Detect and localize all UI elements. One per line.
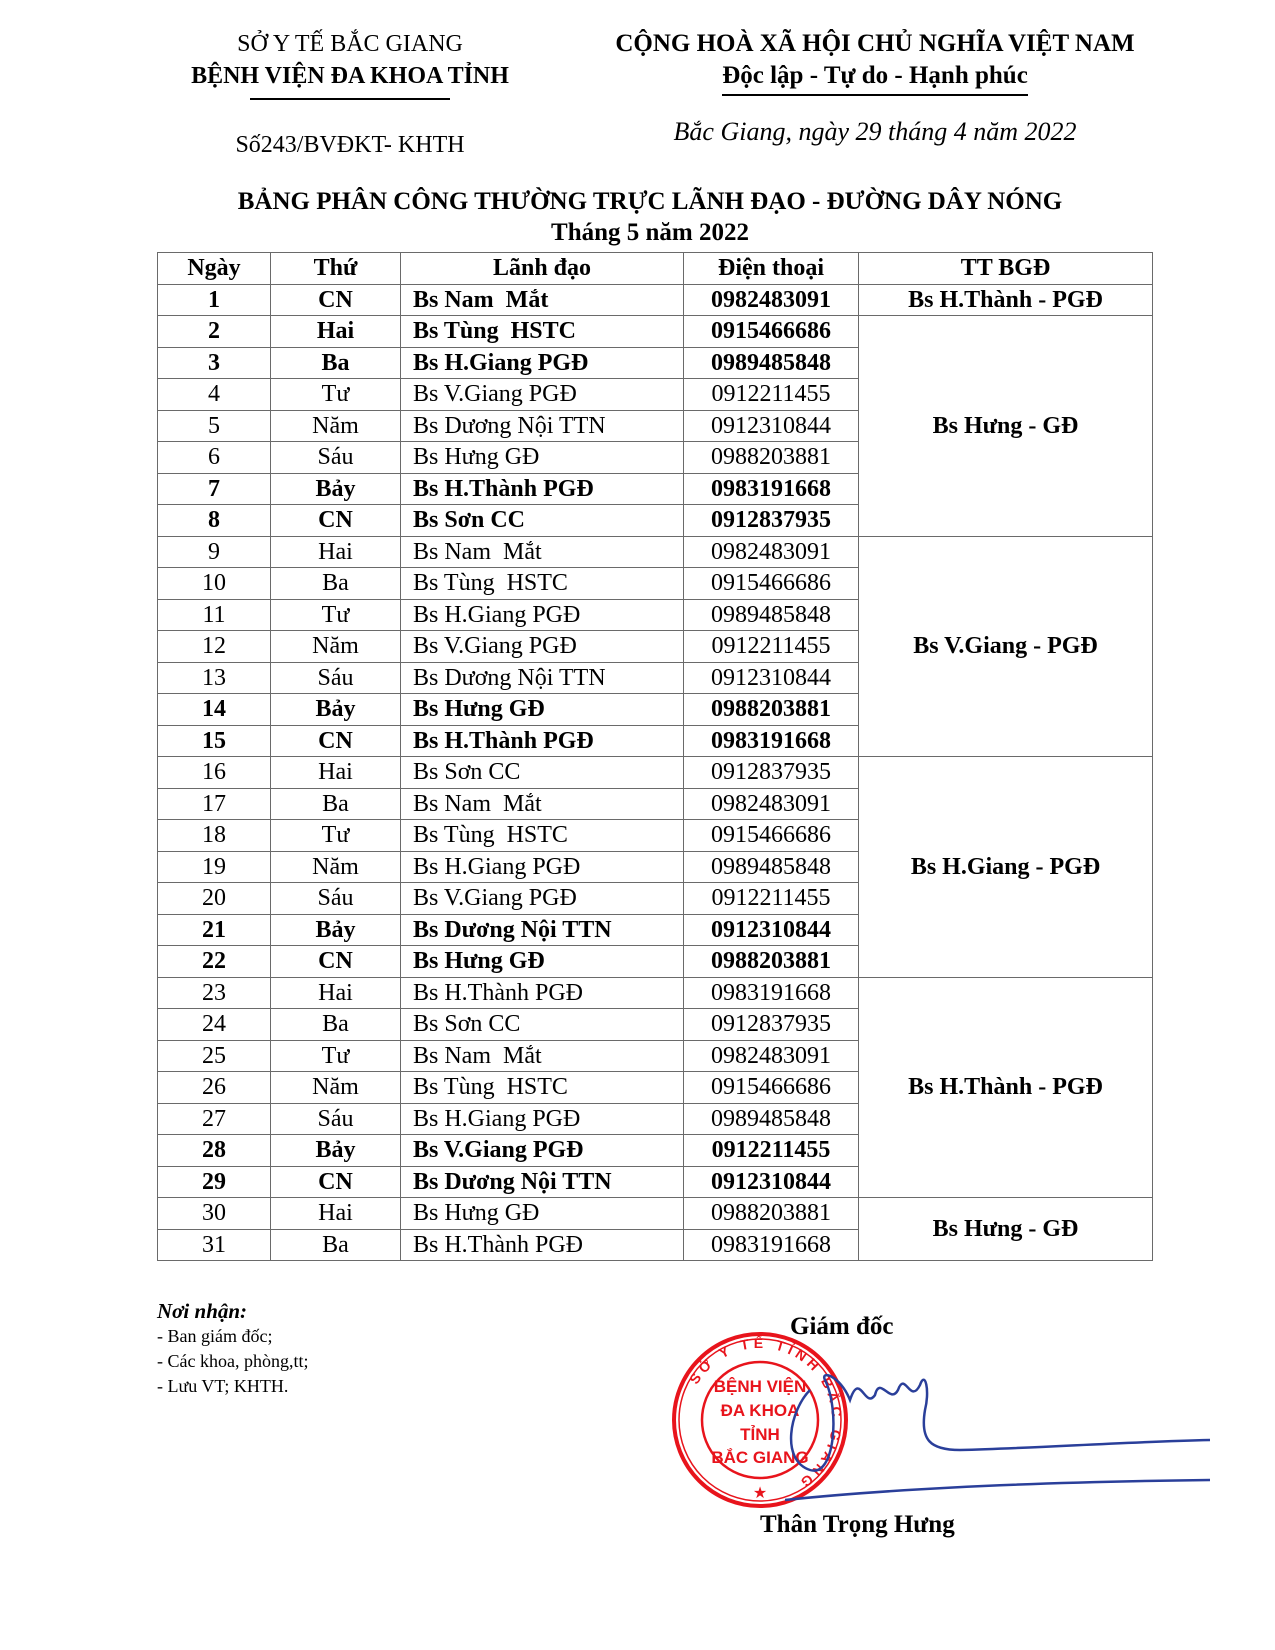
national-header — [585, 28, 1165, 148]
day-cell: 25 — [158, 1040, 271, 1072]
day-cell: 1 — [158, 284, 271, 316]
handwritten-signature — [780, 1350, 1220, 1510]
phone-cell: 0982483091 — [684, 536, 859, 568]
issuer-underline — [250, 98, 450, 100]
leader-cell: Bs V.Giang PGĐ — [401, 379, 684, 411]
bgd-assignment-cell: Bs Hưng - GĐ — [859, 1198, 1153, 1261]
document-number: Số243/BVĐKT- KHTH — [235, 132, 465, 158]
stamp-inner-text: BỆNH VIỆN — [713, 1377, 807, 1396]
weekday-cell: Hai — [271, 316, 401, 348]
recipient-item: - Lưu VT; KHTH. — [157, 1376, 289, 1396]
leader-cell: Bs Sơn CC — [401, 1009, 684, 1041]
weekday-cell: Sáu — [271, 883, 401, 915]
table-row — [158, 1198, 1153, 1230]
leader-cell: Bs Tùng HSTC — [401, 316, 684, 348]
stamp-inner-text: ĐA KHOA — [720, 1401, 800, 1420]
phone-cell: 0915466686 — [684, 316, 859, 348]
weekday-cell: CN — [271, 505, 401, 537]
title-month: Tháng 5 năm 2022 — [551, 219, 749, 246]
leader-cell: Bs H.Giang PGĐ — [401, 851, 684, 883]
weekday-cell: Năm — [271, 410, 401, 442]
leader-cell: Bs Tùng HSTC — [401, 568, 684, 600]
phone-cell: 0983191668 — [684, 473, 859, 505]
day-cell: 27 — [158, 1103, 271, 1135]
leader-cell: Bs V.Giang PGĐ — [401, 1135, 684, 1167]
day-cell: 24 — [158, 1009, 271, 1041]
weekday-cell: Bảy — [271, 694, 401, 726]
phone-cell: 0982483091 — [684, 1040, 859, 1072]
day-cell: 26 — [158, 1072, 271, 1104]
day-cell: 31 — [158, 1229, 271, 1261]
day-cell: 11 — [158, 599, 271, 631]
column-header-leader: Lãnh đạo — [401, 253, 684, 285]
leader-cell: Bs H.Thành PGĐ — [401, 473, 684, 505]
leader-cell: Bs Tùng HSTC — [401, 1072, 684, 1104]
phone-cell: 0912211455 — [684, 379, 859, 411]
phone-cell: 0912310844 — [684, 914, 859, 946]
day-cell: 4 — [158, 379, 271, 411]
phone-cell: 0912837935 — [684, 505, 859, 537]
national-motto: Độc lập - Tự do - Hạnh phúc — [722, 60, 1028, 96]
leader-cell: Bs Dương Nội TTN — [401, 1166, 684, 1198]
recipient-item: - Ban giám đốc; — [157, 1326, 273, 1346]
weekday-cell: Bảy — [271, 1135, 401, 1167]
table-row — [158, 757, 1153, 789]
leader-cell: Bs Hưng GĐ — [401, 1198, 684, 1230]
recipient-item: - Các khoa, phòng,tt; — [157, 1351, 309, 1371]
issuer-department: SỞ Y TẾ BẮC GIANG — [237, 31, 463, 57]
day-cell: 13 — [158, 662, 271, 694]
day-cell: 10 — [158, 568, 271, 600]
day-cell: 12 — [158, 631, 271, 663]
table-row — [158, 977, 1153, 1009]
document-date: Bắc Giang, ngày 29 tháng 4 năm 2022 — [673, 117, 1077, 146]
phone-cell: 0988203881 — [684, 694, 859, 726]
weekday-cell: Ba — [271, 1229, 401, 1261]
recipients-block — [157, 1298, 308, 1399]
leader-cell: Bs V.Giang PGĐ — [401, 631, 684, 663]
table-row — [158, 536, 1153, 568]
weekday-cell: Sáu — [271, 662, 401, 694]
day-cell: 22 — [158, 946, 271, 978]
day-cell: 30 — [158, 1198, 271, 1230]
national-name: CỘNG HOÀ XÃ HỘI CHỦ NGHĨA VIỆT NAM — [615, 30, 1135, 57]
day-cell: 14 — [158, 694, 271, 726]
day-cell: 19 — [158, 851, 271, 883]
bgd-assignment-cell: Bs H.Thành - PGĐ — [859, 284, 1153, 316]
signer-title: Giám đốc — [790, 1313, 894, 1340]
stamp-star-icon: ★ — [752, 1485, 768, 1502]
weekday-cell: Hai — [271, 757, 401, 789]
leader-cell: Bs Nam Mắt — [401, 788, 684, 820]
weekday-cell: Tư — [271, 820, 401, 852]
column-header-weekday: Thứ — [271, 253, 401, 285]
weekday-cell: Năm — [271, 631, 401, 663]
day-cell: 16 — [158, 757, 271, 789]
day-cell: 2 — [158, 316, 271, 348]
signer-name: Thân Trọng Hưng — [760, 1511, 955, 1538]
phone-cell: 0983191668 — [684, 977, 859, 1009]
weekday-cell: Bảy — [271, 473, 401, 505]
phone-cell: 0912837935 — [684, 757, 859, 789]
phone-cell: 0983191668 — [684, 1229, 859, 1261]
weekday-cell: CN — [271, 284, 401, 316]
schedule-table — [157, 252, 1153, 1261]
leader-cell: Bs Hưng GĐ — [401, 694, 684, 726]
phone-cell: 0988203881 — [684, 946, 859, 978]
bgd-assignment-cell: Bs V.Giang - PGĐ — [859, 536, 1153, 757]
weekday-cell: CN — [271, 725, 401, 757]
document-title — [150, 186, 1150, 248]
day-cell: 5 — [158, 410, 271, 442]
stamp-outer-text: SỞ Y TẾ TỈNH BẮC GIANG — [685, 1334, 846, 1493]
recipients-heading: Nơi nhận: — [157, 1299, 248, 1323]
bgd-assignment-cell: Bs H.Thành - PGĐ — [859, 977, 1153, 1198]
day-cell: 9 — [158, 536, 271, 568]
phone-cell: 0988203881 — [684, 1198, 859, 1230]
day-cell: 6 — [158, 442, 271, 474]
leader-cell: Bs Nam Mắt — [401, 1040, 684, 1072]
phone-cell: 0912211455 — [684, 631, 859, 663]
phone-cell: 0915466686 — [684, 1072, 859, 1104]
phone-cell: 0989485848 — [684, 599, 859, 631]
leader-cell: Bs Nam Mắt — [401, 536, 684, 568]
phone-cell: 0989485848 — [684, 851, 859, 883]
weekday-cell: Sáu — [271, 1103, 401, 1135]
leader-cell: Bs H.Thành PGĐ — [401, 977, 684, 1009]
phone-cell: 0989485848 — [684, 347, 859, 379]
column-header-phone: Điện thoại — [684, 253, 859, 285]
phone-cell: 0912310844 — [684, 1166, 859, 1198]
leader-cell: Bs H.Thành PGĐ — [401, 1229, 684, 1261]
phone-cell: 0915466686 — [684, 568, 859, 600]
weekday-cell: Ba — [271, 568, 401, 600]
weekday-cell: Năm — [271, 851, 401, 883]
weekday-cell: Tư — [271, 599, 401, 631]
phone-cell: 0982483091 — [684, 284, 859, 316]
leader-cell: Bs H.Giang PGĐ — [401, 347, 684, 379]
day-cell: 18 — [158, 820, 271, 852]
phone-cell: 0912837935 — [684, 1009, 859, 1041]
phone-cell: 0982483091 — [684, 788, 859, 820]
bgd-assignment-cell: Bs Hưng - GĐ — [859, 316, 1153, 537]
phone-cell: 0912310844 — [684, 662, 859, 694]
weekday-cell: Tư — [271, 379, 401, 411]
phone-cell: 0983191668 — [684, 725, 859, 757]
leader-cell: Bs Dương Nội TTN — [401, 662, 684, 694]
leader-cell: Bs Sơn CC — [401, 757, 684, 789]
table-row — [158, 316, 1153, 348]
phone-cell: 0912211455 — [684, 1135, 859, 1167]
phone-cell: 0912211455 — [684, 883, 859, 915]
stamp-inner-text: TỈNH — [740, 1425, 780, 1444]
column-header-day: Ngày — [158, 253, 271, 285]
leader-cell: Bs H.Thành PGĐ — [401, 725, 684, 757]
weekday-cell: Hai — [271, 1198, 401, 1230]
day-cell: 15 — [158, 725, 271, 757]
schedule-body — [158, 284, 1153, 1261]
phone-cell: 0915466686 — [684, 820, 859, 852]
day-cell: 7 — [158, 473, 271, 505]
leader-cell: Bs H.Giang PGĐ — [401, 599, 684, 631]
stamp-inner-text: BẮC GIANG — [711, 1448, 809, 1467]
leader-cell: Bs Hưng GĐ — [401, 442, 684, 474]
leader-cell: Bs V.Giang PGĐ — [401, 883, 684, 915]
leader-cell: Bs Sơn CC — [401, 505, 684, 537]
day-cell: 20 — [158, 883, 271, 915]
phone-cell: 0912310844 — [684, 410, 859, 442]
weekday-cell: Tư — [271, 1040, 401, 1072]
weekday-cell: Sáu — [271, 442, 401, 474]
leader-cell: Bs H.Giang PGĐ — [401, 1103, 684, 1135]
issuer-block — [150, 28, 550, 160]
day-cell: 3 — [158, 347, 271, 379]
table-header-row — [158, 253, 1153, 285]
leader-cell: Bs Dương Nội TTN — [401, 914, 684, 946]
leader-cell: Bs Hưng GĐ — [401, 946, 684, 978]
day-cell: 28 — [158, 1135, 271, 1167]
column-header-bgd: TT BGĐ — [859, 253, 1153, 285]
weekday-cell: Hai — [271, 536, 401, 568]
day-cell: 17 — [158, 788, 271, 820]
table-row — [158, 284, 1153, 316]
phone-cell: 0989485848 — [684, 1103, 859, 1135]
weekday-cell: Hai — [271, 977, 401, 1009]
weekday-cell: Ba — [271, 347, 401, 379]
weekday-cell: Ba — [271, 1009, 401, 1041]
bgd-assignment-cell: Bs H.Giang - PGĐ — [859, 757, 1153, 978]
weekday-cell: Bảy — [271, 914, 401, 946]
title-line: BẢNG PHÂN CÔNG THƯỜNG TRỰC LÃNH ĐẠO - ĐƯỜNG DÂY NÓNG — [237, 188, 1063, 215]
leader-cell: Bs Dương Nội TTN — [401, 410, 684, 442]
day-cell: 21 — [158, 914, 271, 946]
weekday-cell: CN — [271, 946, 401, 978]
weekday-cell: Năm — [271, 1072, 401, 1104]
issuer-hospital: BỆNH VIỆN ĐA KHOA TỈNH — [191, 63, 509, 89]
leader-cell: Bs Tùng HSTC — [401, 820, 684, 852]
weekday-cell: CN — [271, 1166, 401, 1198]
phone-cell: 0988203881 — [684, 442, 859, 474]
day-cell: 23 — [158, 977, 271, 1009]
leader-cell: Bs Nam Mắt — [401, 284, 684, 316]
day-cell: 8 — [158, 505, 271, 537]
weekday-cell: Ba — [271, 788, 401, 820]
day-cell: 29 — [158, 1166, 271, 1198]
